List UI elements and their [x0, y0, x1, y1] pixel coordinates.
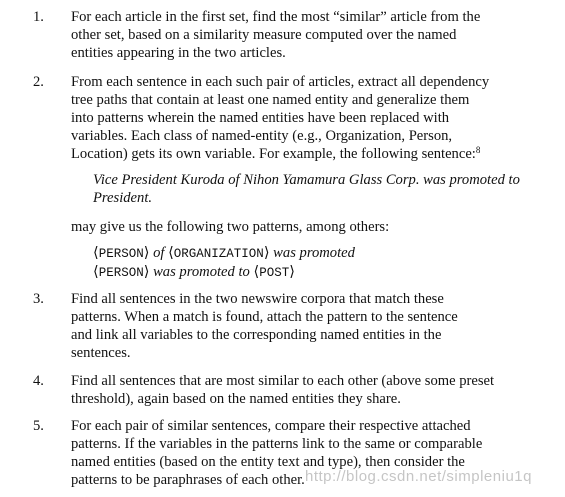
- continuation-text: [71, 218, 551, 236]
- pattern-text: was promoted to: [153, 264, 250, 280]
- text-line: For each pair of similar sentences, compare their respective attached: [71, 418, 471, 434]
- text-line: patterns. If the variables in the patterns link to the same or comparable: [71, 436, 483, 452]
- pattern-line: ⟨PERSON⟩ of ⟨ORGANIZATION⟩ was promoted: [93, 245, 355, 261]
- text-line: and link all variables to the corresponding named entities in the: [71, 327, 442, 343]
- item-number: 2.: [33, 74, 44, 90]
- item-text: [71, 372, 551, 408]
- example-line: President.: [93, 190, 153, 206]
- text-line: variables. Each class of named-entity (e.g., Organization, Person,: [71, 128, 453, 144]
- patterns-block: [93, 244, 553, 282]
- pattern-variable: PERSON: [98, 247, 144, 261]
- text-line: Find all sentences in the two newswire corpora that match these: [71, 291, 444, 307]
- pattern-variable: ORGANIZATION: [173, 247, 264, 261]
- item-text: [71, 73, 551, 163]
- pattern-line: ⟨PERSON⟩ was promoted to ⟨POST⟩: [93, 264, 295, 280]
- pattern-variable: PERSON: [98, 266, 144, 280]
- example-line: Vice President Kuroda of Nihon Yamamura Glass Corp. was promoted to: [93, 172, 520, 188]
- text-line: other set, based on a similarity measure computed over the named: [71, 27, 457, 43]
- watermark: http://blog.csdn.net/simpleniu1q: [305, 468, 532, 485]
- item-number: 5.: [33, 418, 44, 434]
- text-line: Find all sentences that are most similar to each other (above some preset: [71, 373, 495, 389]
- item-text: [71, 290, 551, 362]
- item-number: 1.: [33, 9, 44, 25]
- text-line: into patterns wherein the named entities have been replaced with: [71, 110, 450, 126]
- text-line: For each article in the first set, find the most “similar” article from the: [71, 9, 481, 25]
- example-sentence: [93, 171, 553, 207]
- pattern-text: of: [153, 245, 165, 261]
- item-number: 4.: [33, 373, 44, 389]
- text-line: [71, 145, 551, 163]
- pattern-text: was promoted: [273, 245, 355, 261]
- text-line: sentences.: [71, 345, 131, 361]
- item-number: 3.: [33, 291, 44, 307]
- text-line: patterns. When a match is found, attach the pattern to the sentence: [71, 309, 458, 325]
- item-text: [71, 8, 551, 62]
- text-line: may give us the following two patterns, among others:: [71, 219, 390, 235]
- pattern-variable: POST: [259, 266, 290, 280]
- text-line: tree paths that contain at least one named entity and generalize them: [71, 92, 470, 108]
- footnote-mark: 8: [475, 145, 481, 155]
- text-line: threshold), again based on the named entities they share.: [71, 391, 401, 407]
- text-line: patterns to be paraphrases of each other.: [71, 472, 305, 488]
- text-line: entities appearing in the two articles.: [71, 45, 286, 61]
- text-line: From each sentence in each such pair of articles, extract all dependency: [71, 74, 490, 90]
- text-line-content: Location) gets its own variable. For example, the following sentence:: [71, 146, 476, 162]
- text-line: named entities (based on the entity text and type), then consider the: [71, 454, 465, 470]
